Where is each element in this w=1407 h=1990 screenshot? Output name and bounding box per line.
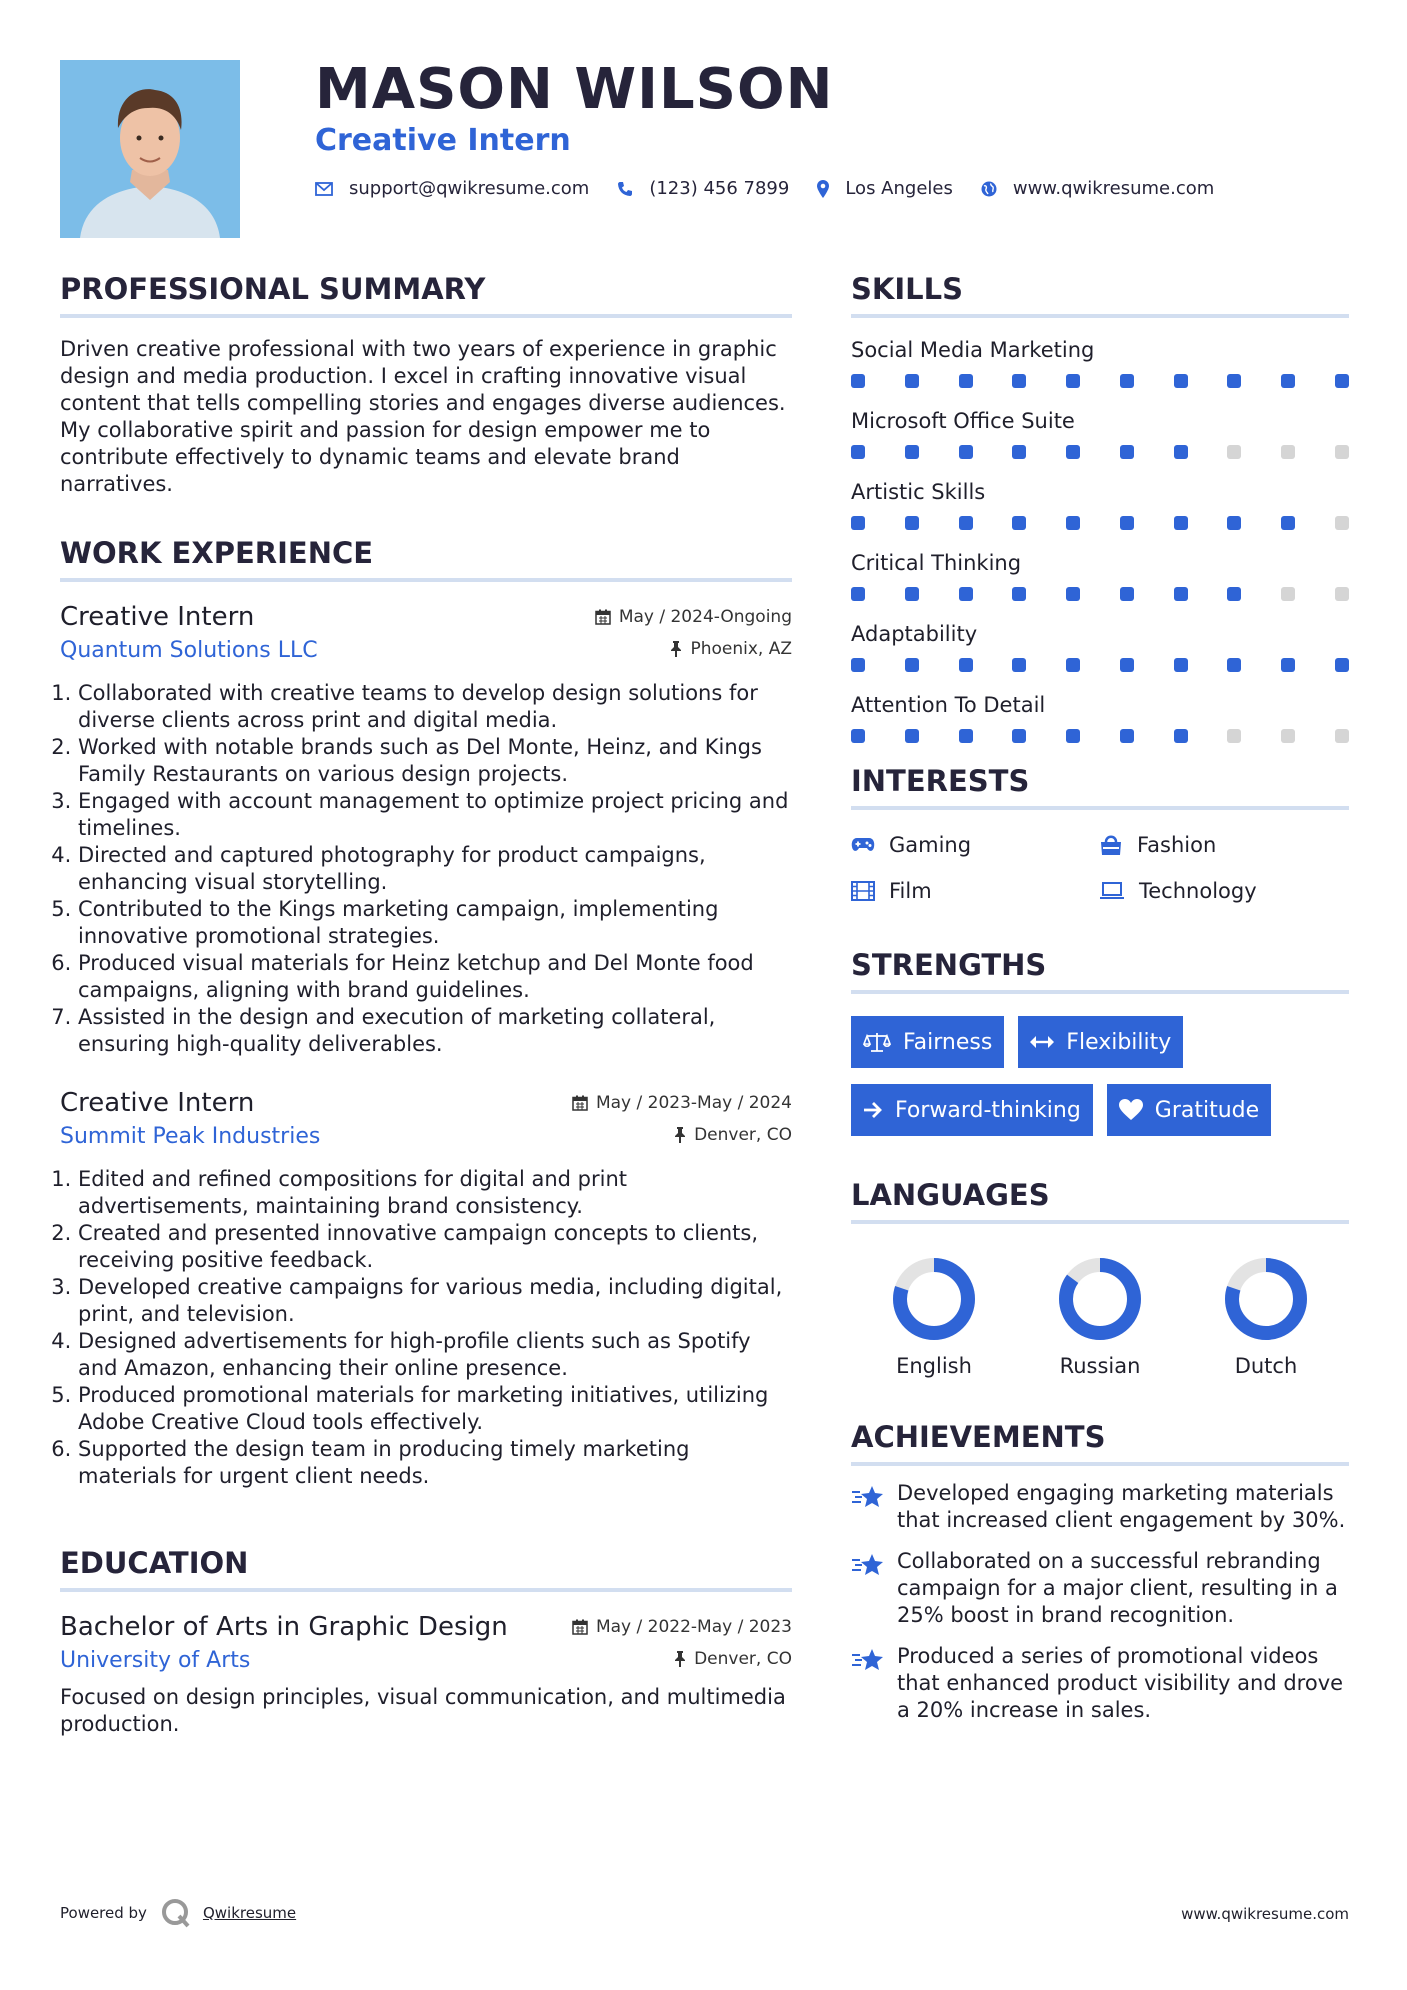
skill-dot: [1174, 445, 1188, 459]
skill-dot: [959, 587, 973, 601]
skill-dot: [1066, 374, 1080, 388]
company-name: Quantum Solutions LLC: [60, 638, 318, 663]
skill-dot: [1120, 374, 1134, 388]
skill-dot: [905, 658, 919, 672]
skill-name: Artistic Skills: [851, 480, 986, 504]
achievements-section: [851, 1418, 1349, 1724]
balance-scale-icon: [863, 1031, 891, 1053]
list-item: 3. Developed creative campaigns for various media, including digital, print, and television.: [78, 1274, 792, 1328]
contact-bar: [315, 178, 1242, 199]
skill-dot: [1012, 587, 1026, 601]
pushpin-icon: [674, 1651, 686, 1667]
achievements-list: [851, 1480, 1349, 1724]
skill-level-dots: [851, 587, 1349, 601]
list-item: 6. Produced visual materials for Heinz ketchup and Del Monte food campaigns, aligning with brand guidelines.: [78, 950, 792, 1004]
skill-dot: [1335, 729, 1349, 743]
interest-item: Gaming: [851, 828, 1099, 862]
skill-name: Social Media Marketing: [851, 338, 1095, 362]
shooting-star-icon: [851, 1552, 885, 1578]
education-dates: May / 2022-May / 2023: [572, 1617, 792, 1637]
school-name: University of Arts: [60, 1648, 251, 1673]
language-name: Dutch: [1234, 1354, 1298, 1378]
skill-dot: [1174, 729, 1188, 743]
list-item: 2. Worked with notable brands such as Del Monte, Heinz, and Kings Family Restaurants on various design projects.: [78, 734, 792, 788]
skill-dot: [1335, 516, 1349, 530]
footer-website[interactable]: www.qwikresume.com: [1181, 1905, 1349, 1923]
list-item: 4. Designed advertisements for high-profile clients such as Spotify and Amazon, enhancing their online presence.: [78, 1328, 792, 1382]
skill-dot: [1012, 729, 1026, 743]
language-ring: [1055, 1254, 1145, 1344]
map-pin-icon: [817, 180, 829, 198]
languages-heading: LANGUAGES: [851, 1176, 1349, 1224]
pushpin-icon: [674, 1127, 686, 1143]
skill-dot: [959, 516, 973, 530]
job-entry-1: [60, 600, 792, 1058]
education-heading: EDUCATION: [60, 1544, 792, 1592]
skill-dot: [1227, 445, 1241, 459]
skill-level-dots: [851, 516, 1349, 530]
skill-dot: [1120, 516, 1134, 530]
skill-dot: [851, 445, 865, 459]
arrow-right-icon: [863, 1101, 883, 1119]
skills-section: [851, 270, 1349, 743]
skill-dot: [1335, 445, 1349, 459]
list-item: Collaborated on a successful rebranding campaign for a major client, resulting in a 25% boost in brand recognition.: [851, 1548, 1349, 1629]
footer-powered-by: Powered by Qwikresume: [60, 1898, 296, 1928]
job-entry-2: [60, 1086, 792, 1490]
profile-photo: [60, 60, 240, 238]
skill-dot: [959, 445, 973, 459]
job-location: Phoenix, AZ: [670, 639, 792, 659]
contact-email[interactable]: [315, 178, 589, 199]
skill-name: Critical Thinking: [851, 551, 1022, 575]
skill-dot: [1174, 374, 1188, 388]
achievements-heading: ACHIEVEMENTS: [851, 1418, 1349, 1466]
skill-dot: [959, 729, 973, 743]
skills-heading: SKILLS: [851, 270, 1349, 318]
languages-list: [851, 1254, 1349, 1378]
summary-section: [60, 270, 792, 498]
email-text: support@qwikresume.com: [349, 178, 590, 199]
contact-phone[interactable]: [617, 178, 789, 199]
skill-dot: [1227, 729, 1241, 743]
list-item: 5. Produced promotional materials for marketing initiatives, utilizing Adobe Creative Cloud tools effectively.: [78, 1382, 792, 1436]
skill-dot: [1227, 658, 1241, 672]
degree-title: Bachelor of Arts in Graphic Design: [60, 1612, 508, 1642]
pushpin-icon: [670, 641, 682, 657]
shooting-star-icon: [851, 1484, 885, 1510]
skill-dot: [1120, 658, 1134, 672]
skill-level-dots: [851, 445, 1349, 459]
skill-dot: [905, 587, 919, 601]
skill-name: Microsoft Office Suite: [851, 409, 1075, 433]
education-description: Focused on design principles, visual communication, and multimedia production.: [60, 1685, 786, 1736]
list-item: 1. Edited and refined compositions for digital and print advertisements, maintaining brand consistency.: [78, 1166, 792, 1220]
shopping-bag-icon: [1099, 834, 1123, 856]
skill-dot: [1120, 445, 1134, 459]
skill-level-dots: [851, 658, 1349, 672]
heart-icon: [1119, 1099, 1143, 1121]
skill-name: Attention To Detail: [851, 693, 1046, 717]
list-item: 2. Created and presented innovative campaign concepts to clients, receiving positive feedback.: [78, 1220, 792, 1274]
calendar-icon: [572, 1619, 588, 1635]
skill-dot: [1120, 729, 1134, 743]
calendar-icon: [595, 609, 611, 625]
strength-badge: Gratitude: [1107, 1084, 1271, 1136]
laptop-icon: [1099, 882, 1125, 900]
language-item: [1017, 1254, 1183, 1378]
skill-dot: [1174, 516, 1188, 530]
strength-badge: Fairness: [851, 1016, 1004, 1068]
skill-name: Adaptability: [851, 622, 978, 646]
skill-dot: [1227, 374, 1241, 388]
skill-dot: [1012, 374, 1026, 388]
skill-dot: [1066, 587, 1080, 601]
globe-icon: [981, 181, 997, 197]
qwikresume-link[interactable]: Qwikresume: [202, 1904, 297, 1922]
language-ring: [889, 1254, 979, 1344]
interest-item: Fashion: [1099, 828, 1349, 862]
skill-dot: [905, 516, 919, 530]
skill-dot: [1012, 658, 1026, 672]
skill-level-dots: [851, 374, 1349, 388]
skill-dot: [1281, 516, 1295, 530]
languages-section: [851, 1176, 1349, 1378]
skill-dot: [1335, 374, 1349, 388]
skill-dot: [1066, 658, 1080, 672]
language-name: English: [896, 1354, 972, 1378]
skill-dot: [1012, 445, 1026, 459]
skill-dot: [905, 729, 919, 743]
skill-dot: [905, 445, 919, 459]
job-location: Denver, CO: [674, 1125, 792, 1145]
phone-text: (123) 456 7899: [649, 178, 790, 199]
list-item: 7. Assisted in the design and execution of marketing collateral, ensuring high-quality deliverables.: [78, 1004, 792, 1058]
strengths-section: [851, 946, 1349, 1152]
skill-dot: [1281, 445, 1295, 459]
skills-list: [851, 336, 1349, 743]
skill-dot: [1066, 516, 1080, 530]
skill-dot: [1335, 587, 1349, 601]
skill-dot: [1281, 374, 1295, 388]
list-item: 4. Directed and captured photography for product campaigns, enhancing visual storytelling.: [78, 842, 792, 896]
language-item: [851, 1254, 1017, 1378]
list-item: 3. Engaged with account management to optimize project pricing and timelines.: [78, 788, 792, 842]
gamepad-icon: [851, 837, 875, 853]
skill-dot: [1174, 587, 1188, 601]
phone-icon: [617, 181, 633, 197]
skill-dot: [1227, 587, 1241, 601]
skill-dot: [1281, 587, 1295, 601]
skill-dot: [1227, 516, 1241, 530]
skill-dot: [1335, 658, 1349, 672]
list-item: 1. Collaborated with creative teams to develop design solutions for diverse clients across print and digital media.: [78, 680, 792, 734]
strengths-heading: STRENGTHS: [851, 946, 1349, 994]
interests-list: [851, 828, 1349, 908]
skill-dot: [851, 587, 865, 601]
skill-dot: [1281, 729, 1295, 743]
job-title: Creative Intern: [60, 1088, 255, 1118]
strength-badge: Flexibility: [1018, 1016, 1183, 1068]
interests-section: [851, 762, 1349, 908]
calendar-icon: [572, 1095, 588, 1111]
skill-level-dots: [851, 729, 1349, 743]
interests-heading: INTERESTS: [851, 762, 1349, 810]
list-item: 5. Contributed to the Kings marketing campaign, implementing innovative promotional strategies.: [78, 896, 792, 950]
right-column: [851, 270, 1349, 1724]
skill-dot: [851, 516, 865, 530]
skill-dot: [1281, 658, 1295, 672]
job-dates: May / 2023-May / 2024: [572, 1093, 792, 1113]
envelope-icon: [315, 182, 333, 196]
experience-heading: WORK EXPERIENCE: [60, 534, 792, 582]
interest-item: Technology: [1099, 874, 1349, 908]
skill-dot: [905, 374, 919, 388]
summary-text: Driven creative professional with two years of experience in graphic design and media production. I excel in crafting innovative visual content that tells compelling stories and engages diverse audiences. My collaborative spirit and passion for design empower me to contribute effectively to dynamic teams and elevate brand narratives.: [60, 337, 786, 496]
left-column: [60, 270, 792, 1738]
language-name: Russian: [1059, 1354, 1141, 1378]
skill-dot: [959, 658, 973, 672]
experience-section: [60, 534, 792, 1490]
interest-item: Film: [851, 874, 1099, 908]
location-text: Los Angeles: [845, 178, 953, 199]
skill-dot: [1174, 658, 1188, 672]
contact-website[interactable]: [981, 178, 1214, 199]
education-section: [60, 1544, 792, 1738]
skill-dot: [1066, 729, 1080, 743]
candidate-name: MASON WILSON: [315, 57, 834, 122]
list-item: Developed engaging marketing materials that increased client engagement by 30%.: [851, 1480, 1349, 1534]
skill-dot: [1066, 445, 1080, 459]
language-item: [1183, 1254, 1349, 1378]
skill-dot: [1120, 587, 1134, 601]
skill-dot: [851, 658, 865, 672]
shooting-star-icon: [851, 1647, 885, 1673]
arrows-horizontal-icon: [1030, 1035, 1054, 1049]
qwikresume-logo-icon: [161, 1898, 191, 1928]
job-duties: [60, 1166, 792, 1490]
strength-badge: Forward-thinking: [851, 1084, 1093, 1136]
job-title: Creative Intern: [60, 602, 255, 632]
language-ring: [1221, 1254, 1311, 1344]
website-text: www.qwikresume.com: [1012, 178, 1215, 199]
contact-location: [817, 178, 953, 199]
film-icon: [851, 881, 875, 901]
list-item: 6. Supported the design team in producing timely marketing materials for urgent client needs.: [78, 1436, 792, 1490]
job-duties: [60, 680, 792, 1058]
skill-dot: [851, 374, 865, 388]
candidate-title: Creative Intern: [315, 123, 571, 158]
job-dates: May / 2024-Ongoing: [595, 607, 792, 627]
skill-dot: [959, 374, 973, 388]
strengths-list: [851, 1016, 1351, 1152]
skill-dot: [1012, 516, 1026, 530]
company-name: Summit Peak Industries: [60, 1124, 321, 1149]
summary-heading: PROFESSIONAL SUMMARY: [60, 270, 792, 318]
list-item: Produced a series of promotional videos that enhanced product visibility and drove a 20% increase in sales.: [851, 1643, 1349, 1724]
skill-dot: [851, 729, 865, 743]
education-location: Denver, CO: [674, 1649, 792, 1669]
